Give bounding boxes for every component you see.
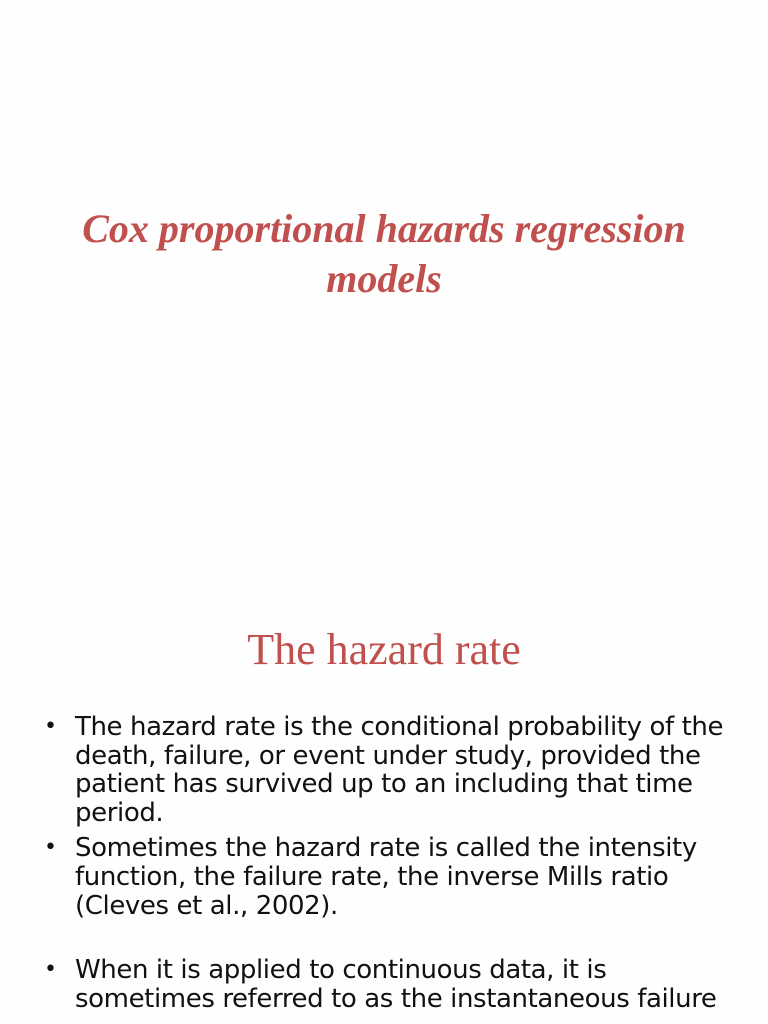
bullet-item <box>44 713 724 827</box>
bullet-icon: • <box>44 835 57 861</box>
bullet-text: The hazard rate is the conditional probability of the death, failure, or event under study, provided the patient has survived up to an including that time period. <box>75 712 724 828</box>
bullet-list <box>44 713 724 1013</box>
bullet-item <box>44 834 724 920</box>
bullet-icon: • <box>44 957 57 983</box>
bullet-text: When it is applied to continuous data, it is sometimes referred to as the instantaneous failure <box>75 955 717 1014</box>
bullet-icon: • <box>44 714 57 739</box>
slide-title: Cox proportional hazards regression models <box>82 206 686 301</box>
bullet-item <box>44 956 724 1013</box>
bullet-text: Sometimes the hazard rate is called the intensity function, the failure rate, the inverse Mills ratio (Cleves et al., 2002). <box>75 833 697 921</box>
content-slide <box>0 576 768 1024</box>
section-title: The hazard rate <box>247 625 521 674</box>
